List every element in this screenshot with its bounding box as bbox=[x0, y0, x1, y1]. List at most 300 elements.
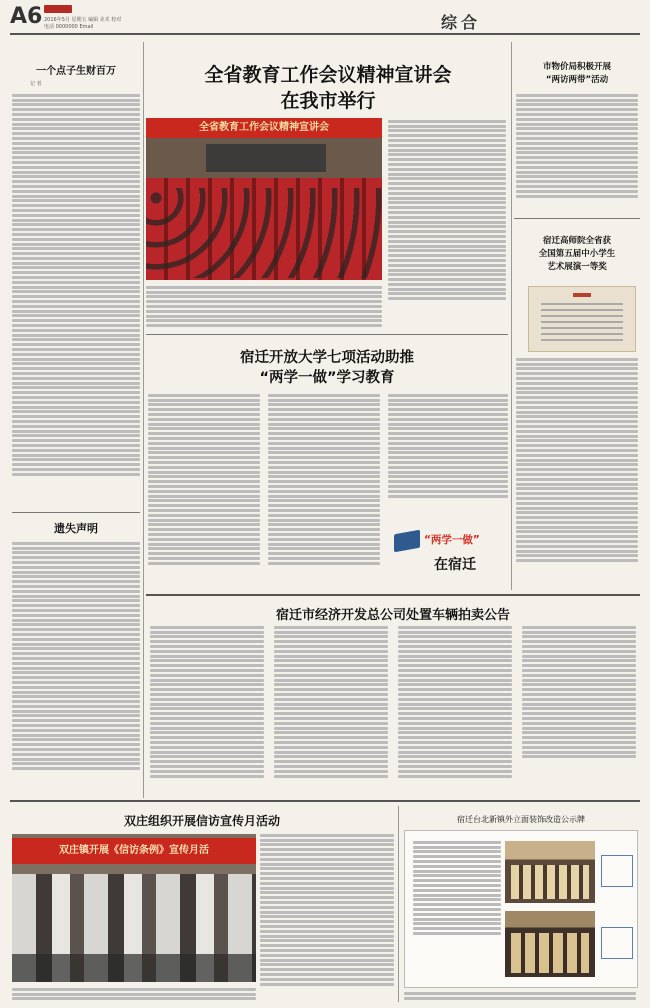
text-line bbox=[12, 108, 140, 111]
text-line bbox=[388, 197, 506, 200]
text-line bbox=[413, 850, 501, 853]
text-line bbox=[522, 736, 636, 739]
certificate-seal bbox=[573, 293, 591, 297]
facade-windows bbox=[511, 933, 589, 973]
xinfang-banner: 双庄镇开展《信访条例》宣传月活 bbox=[12, 838, 256, 864]
text-line bbox=[260, 834, 394, 837]
text-line bbox=[12, 652, 140, 655]
main-headline-line-2: 在我市举行 bbox=[280, 90, 376, 112]
text-line bbox=[388, 173, 506, 176]
text-line bbox=[388, 394, 508, 397]
text-line bbox=[413, 846, 501, 849]
text-line bbox=[516, 430, 638, 433]
text-line bbox=[274, 631, 388, 634]
text-line bbox=[516, 425, 638, 428]
bottom-left-headline: 双庄组织开展信访宣传月活动 bbox=[123, 814, 280, 828]
text-line bbox=[260, 887, 394, 890]
text-line bbox=[150, 640, 264, 643]
text-line bbox=[388, 182, 506, 185]
text-line bbox=[148, 490, 260, 493]
text-line bbox=[388, 399, 508, 402]
logo-black-text: 在宿迁 bbox=[434, 557, 476, 573]
text-line bbox=[388, 427, 508, 430]
auction-col-1 bbox=[150, 624, 264, 796]
text-line bbox=[413, 870, 501, 873]
text-line bbox=[12, 695, 140, 698]
text-line bbox=[398, 635, 512, 638]
text-line bbox=[516, 550, 638, 553]
text-line bbox=[516, 147, 638, 150]
right-mid-headline-line-2: 全国第五届中小学生 bbox=[538, 249, 616, 259]
text-line bbox=[150, 659, 264, 662]
text-line bbox=[12, 271, 140, 274]
text-line bbox=[516, 444, 638, 447]
text-line bbox=[268, 475, 380, 478]
text-line bbox=[260, 978, 394, 981]
text-line bbox=[12, 681, 140, 684]
text-line bbox=[148, 427, 260, 430]
text-line bbox=[522, 659, 636, 662]
text-line bbox=[413, 841, 501, 844]
text-line bbox=[398, 760, 512, 763]
text-line bbox=[260, 882, 394, 885]
text-line bbox=[148, 475, 260, 478]
text-line bbox=[516, 497, 638, 500]
main-story-body-b bbox=[388, 118, 506, 330]
text-line bbox=[522, 664, 636, 667]
text-line bbox=[268, 451, 380, 454]
text-line bbox=[398, 765, 512, 768]
text-line bbox=[12, 99, 140, 102]
main-story-bottom-rule bbox=[146, 334, 508, 335]
paper-logo bbox=[44, 5, 72, 13]
text-line bbox=[150, 736, 264, 739]
right-mid-headline-line-1: 宿迁高师院全省获 bbox=[542, 236, 611, 246]
text-line bbox=[398, 626, 512, 629]
text-line bbox=[516, 507, 638, 510]
text-line bbox=[516, 521, 638, 524]
text-line bbox=[150, 683, 264, 686]
text-line bbox=[260, 858, 394, 861]
text-line bbox=[398, 775, 512, 778]
text-line bbox=[12, 758, 140, 761]
text-line bbox=[398, 717, 512, 720]
text-line bbox=[150, 755, 264, 758]
conference-photo bbox=[146, 118, 382, 280]
award-certificate-photo bbox=[528, 286, 636, 352]
bottom-section-rule bbox=[10, 800, 640, 802]
text-line bbox=[388, 230, 506, 233]
main-story-body-a bbox=[146, 284, 382, 334]
text-line bbox=[522, 635, 636, 638]
text-line bbox=[388, 408, 508, 411]
text-line bbox=[12, 767, 140, 770]
text-line bbox=[268, 485, 380, 488]
text-line bbox=[522, 655, 636, 658]
text-line bbox=[268, 413, 380, 416]
text-line bbox=[12, 468, 140, 471]
text-line bbox=[12, 382, 140, 385]
facade-rendering-2 bbox=[505, 911, 595, 977]
text-line bbox=[12, 334, 140, 337]
masthead-rule bbox=[10, 33, 640, 35]
xinfang-photo bbox=[12, 834, 256, 982]
text-line bbox=[516, 382, 638, 385]
text-line bbox=[260, 939, 394, 942]
text-line bbox=[516, 180, 638, 183]
text-line bbox=[516, 195, 638, 198]
text-line bbox=[12, 714, 140, 717]
text-line bbox=[150, 770, 264, 773]
text-line bbox=[274, 650, 388, 653]
text-line bbox=[148, 519, 260, 522]
text-line bbox=[268, 562, 380, 565]
text-line bbox=[12, 599, 140, 602]
text-line bbox=[274, 669, 388, 672]
text-line bbox=[148, 557, 260, 560]
text-line bbox=[516, 175, 638, 178]
text-line bbox=[12, 439, 140, 442]
text-line bbox=[388, 144, 506, 147]
text-line bbox=[516, 545, 638, 548]
text-line bbox=[12, 391, 140, 394]
text-line bbox=[12, 228, 140, 231]
text-line bbox=[274, 698, 388, 701]
text-line bbox=[12, 147, 140, 150]
text-line bbox=[388, 163, 506, 166]
text-line bbox=[274, 683, 388, 686]
text-line bbox=[12, 628, 140, 631]
text-line bbox=[146, 315, 382, 318]
text-line bbox=[148, 394, 260, 397]
text-line bbox=[516, 113, 638, 116]
text-line bbox=[398, 731, 512, 734]
text-line bbox=[274, 635, 388, 638]
text-line bbox=[12, 542, 140, 545]
text-line bbox=[522, 631, 636, 634]
text-line bbox=[274, 679, 388, 682]
text-line bbox=[146, 300, 382, 303]
text-line bbox=[12, 449, 140, 452]
text-line bbox=[413, 879, 501, 882]
text-line bbox=[12, 103, 140, 106]
text-line bbox=[516, 137, 638, 140]
text-line bbox=[516, 449, 638, 452]
text-line bbox=[268, 499, 380, 502]
text-line bbox=[516, 151, 638, 154]
text-line bbox=[12, 743, 140, 746]
text-line bbox=[12, 700, 140, 703]
text-line bbox=[398, 640, 512, 643]
text-line bbox=[388, 413, 508, 416]
text-line bbox=[516, 123, 638, 126]
text-line bbox=[413, 898, 501, 901]
text-line bbox=[516, 439, 638, 442]
text-line bbox=[12, 585, 140, 588]
book-icon bbox=[394, 530, 420, 553]
text-line bbox=[150, 751, 264, 754]
text-line bbox=[516, 367, 638, 370]
text-line bbox=[268, 427, 380, 430]
text-line bbox=[12, 190, 140, 193]
left-column-divider bbox=[12, 512, 140, 513]
text-line bbox=[146, 310, 382, 313]
text-line bbox=[12, 171, 140, 174]
text-line bbox=[12, 223, 140, 226]
text-line bbox=[516, 363, 638, 366]
text-line bbox=[12, 724, 140, 727]
text-line bbox=[260, 954, 394, 957]
text-line bbox=[12, 415, 140, 418]
text-line bbox=[388, 273, 506, 276]
text-line bbox=[12, 118, 140, 121]
text-line bbox=[12, 753, 140, 756]
text-line bbox=[12, 281, 140, 284]
text-line bbox=[516, 511, 638, 514]
text-line bbox=[516, 391, 638, 394]
text-line bbox=[260, 877, 394, 880]
text-line bbox=[398, 683, 512, 686]
text-line bbox=[12, 175, 140, 178]
text-line bbox=[516, 377, 638, 380]
text-line bbox=[268, 432, 380, 435]
text-line bbox=[388, 259, 506, 262]
text-line bbox=[268, 538, 380, 541]
text-line bbox=[516, 483, 638, 486]
text-line bbox=[522, 722, 636, 725]
text-line bbox=[260, 891, 394, 894]
text-line bbox=[12, 94, 140, 97]
text-line bbox=[12, 262, 140, 265]
text-line bbox=[12, 386, 140, 389]
text-line bbox=[388, 403, 508, 406]
text-line bbox=[413, 922, 501, 925]
label-box-2 bbox=[601, 927, 633, 959]
right-column-rule bbox=[511, 42, 512, 590]
text-line bbox=[413, 913, 501, 916]
text-line bbox=[413, 884, 501, 887]
text-line bbox=[148, 538, 260, 541]
text-line bbox=[274, 703, 388, 706]
text-line bbox=[12, 348, 140, 351]
text-line bbox=[268, 423, 380, 426]
text-line bbox=[260, 973, 394, 976]
lost-notice-headline: 遗失声明 bbox=[54, 522, 98, 535]
text-line bbox=[398, 698, 512, 701]
auction-top-rule bbox=[146, 594, 640, 596]
text-line bbox=[413, 874, 501, 877]
text-line bbox=[260, 968, 394, 971]
text-line bbox=[148, 399, 260, 402]
text-line bbox=[388, 456, 508, 459]
text-line bbox=[12, 372, 140, 375]
second-body-col-1 bbox=[148, 392, 260, 588]
text-line bbox=[268, 403, 380, 406]
text-line bbox=[12, 993, 256, 996]
text-line bbox=[274, 655, 388, 658]
text-line bbox=[12, 362, 140, 365]
text-line bbox=[150, 717, 264, 720]
text-line bbox=[388, 442, 508, 445]
text-line bbox=[148, 456, 260, 459]
text-line bbox=[274, 741, 388, 744]
text-line bbox=[388, 461, 508, 464]
text-line bbox=[268, 547, 380, 550]
text-line bbox=[12, 199, 140, 202]
text-line bbox=[388, 254, 506, 257]
left-column-rule bbox=[143, 42, 144, 798]
text-line bbox=[12, 463, 140, 466]
auction-col-2 bbox=[274, 624, 388, 796]
right-divider bbox=[514, 218, 640, 219]
text-line bbox=[516, 473, 638, 476]
text-line bbox=[268, 442, 380, 445]
text-line bbox=[12, 204, 140, 207]
text-line bbox=[388, 288, 506, 291]
text-line bbox=[12, 252, 140, 255]
bottom-left-body-a bbox=[260, 832, 394, 992]
text-line bbox=[274, 765, 388, 768]
text-line bbox=[12, 358, 140, 361]
text-line bbox=[274, 731, 388, 734]
text-line bbox=[12, 710, 140, 713]
text-line bbox=[274, 693, 388, 696]
text-line bbox=[516, 156, 638, 159]
text-line bbox=[398, 751, 512, 754]
text-line bbox=[274, 626, 388, 629]
text-line bbox=[12, 233, 140, 236]
text-line bbox=[413, 855, 501, 858]
text-line bbox=[522, 626, 636, 629]
text-line bbox=[150, 698, 264, 701]
text-line bbox=[12, 444, 140, 447]
text-line bbox=[522, 712, 636, 715]
text-line bbox=[12, 719, 140, 722]
text-line bbox=[516, 190, 638, 193]
text-line bbox=[413, 860, 501, 863]
text-line bbox=[12, 310, 140, 313]
text-line bbox=[413, 865, 501, 868]
two-studies-logo bbox=[390, 526, 508, 586]
text-line bbox=[388, 129, 506, 132]
text-line bbox=[12, 406, 140, 409]
text-line bbox=[12, 988, 256, 991]
text-line bbox=[268, 490, 380, 493]
text-line bbox=[398, 679, 512, 682]
text-line bbox=[150, 722, 264, 725]
text-line bbox=[150, 712, 264, 715]
text-line bbox=[12, 319, 140, 322]
text-line bbox=[274, 722, 388, 725]
text-line bbox=[388, 447, 508, 450]
text-line bbox=[516, 478, 638, 481]
text-line bbox=[516, 468, 638, 471]
text-line bbox=[388, 201, 506, 204]
text-line bbox=[388, 495, 508, 498]
text-line bbox=[388, 120, 506, 123]
auction-col-3 bbox=[398, 624, 512, 796]
text-line bbox=[260, 839, 394, 842]
text-line bbox=[388, 125, 506, 128]
text-line bbox=[388, 139, 506, 142]
text-line bbox=[12, 738, 140, 741]
text-line bbox=[12, 305, 140, 308]
text-line bbox=[398, 746, 512, 749]
text-line bbox=[522, 645, 636, 648]
text-line bbox=[12, 633, 140, 636]
text-line bbox=[274, 760, 388, 763]
text-line bbox=[268, 408, 380, 411]
text-line bbox=[388, 177, 506, 180]
text-line bbox=[268, 466, 380, 469]
text-line bbox=[150, 727, 264, 730]
text-line bbox=[522, 751, 636, 754]
text-line bbox=[274, 755, 388, 758]
text-line bbox=[12, 997, 256, 1000]
text-line bbox=[12, 614, 140, 617]
text-line bbox=[268, 528, 380, 531]
text-line bbox=[388, 221, 506, 224]
text-line bbox=[12, 142, 140, 145]
section-title: 综合 bbox=[441, 13, 482, 32]
left-top-body bbox=[12, 92, 140, 512]
text-line bbox=[516, 526, 638, 529]
text-line bbox=[12, 151, 140, 154]
text-line bbox=[12, 314, 140, 317]
text-line bbox=[268, 495, 380, 498]
text-line bbox=[388, 153, 506, 156]
left-top-headline: 一个点子生财百万 bbox=[36, 66, 116, 77]
text-line bbox=[522, 755, 636, 758]
text-line bbox=[150, 741, 264, 744]
right-top-headline-line-1: 市物价局积极开展 bbox=[542, 62, 611, 72]
left-top-byline: 记 者 bbox=[30, 81, 42, 87]
masthead-info-line-1: 2016年5月 星期五 编辑 美术 校对 bbox=[44, 17, 122, 23]
text-line bbox=[12, 667, 140, 670]
text-line bbox=[516, 420, 638, 423]
text-line bbox=[398, 770, 512, 773]
text-line bbox=[148, 447, 260, 450]
text-line bbox=[12, 647, 140, 650]
text-line bbox=[146, 295, 382, 298]
text-line bbox=[522, 640, 636, 643]
text-line bbox=[148, 413, 260, 416]
text-line bbox=[413, 927, 501, 930]
text-line bbox=[516, 502, 638, 505]
bottom-column-rule bbox=[398, 806, 399, 1002]
text-line bbox=[274, 736, 388, 739]
text-line bbox=[12, 161, 140, 164]
text-line bbox=[12, 137, 140, 140]
text-line bbox=[12, 127, 140, 130]
text-line bbox=[268, 456, 380, 459]
text-line bbox=[12, 243, 140, 246]
text-line bbox=[388, 292, 506, 295]
text-line bbox=[150, 674, 264, 677]
auction-headline: 宿迁市经济开发总公司处置车辆拍卖公告 bbox=[275, 608, 510, 623]
text-line bbox=[150, 679, 264, 682]
text-line bbox=[150, 635, 264, 638]
text-line bbox=[12, 571, 140, 574]
text-line bbox=[148, 547, 260, 550]
text-line bbox=[148, 528, 260, 531]
text-line bbox=[260, 872, 394, 875]
text-line bbox=[522, 650, 636, 653]
notice-board-text bbox=[413, 839, 501, 979]
text-line bbox=[12, 324, 140, 327]
text-line bbox=[12, 566, 140, 569]
text-line bbox=[274, 717, 388, 720]
